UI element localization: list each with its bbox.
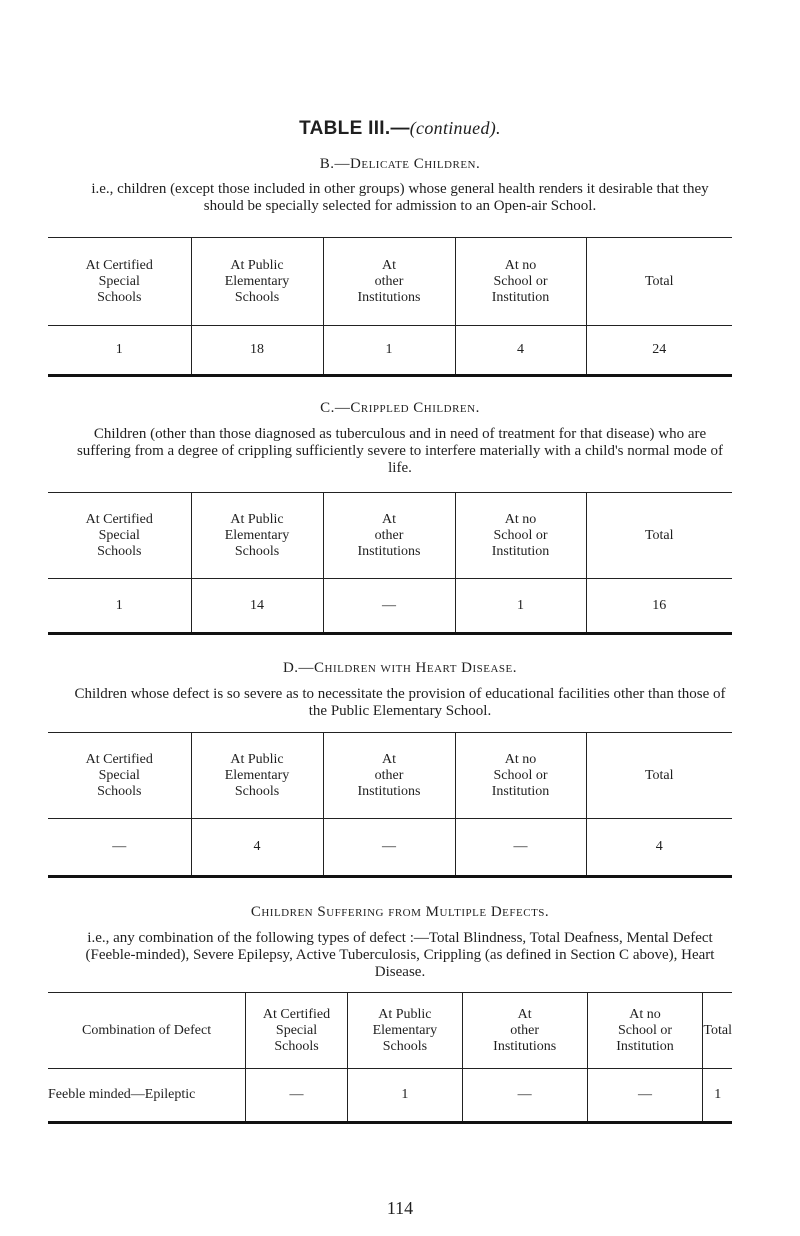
- header-certified: At Certified Special Schools: [246, 993, 348, 1069]
- header-certified: At Certified Special Schools: [48, 733, 191, 819]
- table-cell: —: [48, 819, 191, 877]
- section-c-description: Children (other than those diagnosed as tuberculous and in need of treatment for that disease) who are suffering from a degree of crippling sufficiently severe to interfere materially with a child's normal mode of life.: [76, 426, 724, 476]
- section-d-heading: D.—Children with Heart Disease.: [282, 660, 518, 676]
- table-cell: 4: [191, 819, 323, 877]
- section-b-table: [48, 237, 732, 377]
- table-cell: —: [462, 1069, 587, 1123]
- header-certified: At Certified Special Schools: [48, 238, 191, 326]
- page-number: 114: [386, 1198, 414, 1218]
- section-b-heading: B.—Delicate Children.: [319, 156, 481, 172]
- header-total: Total: [586, 493, 732, 579]
- table-cell: 14: [191, 579, 323, 634]
- table-cell: 1: [703, 1069, 732, 1123]
- table-cell: 1: [455, 579, 586, 634]
- section-d-description: Children whose defect is so severe as to necessitate the provision of educational facilities other than those of the Public Elementary School.: [74, 686, 726, 719]
- header-certified: At Certified Special Schools: [48, 493, 191, 579]
- table-cell: 4: [455, 326, 586, 376]
- table-cell: —: [455, 819, 586, 877]
- header-other: At other Institutions: [323, 238, 455, 326]
- section-multiple-heading: Children Suffering from Multiple Defects.: [250, 904, 550, 920]
- table-cell: 1: [48, 579, 191, 634]
- section-d-table: [48, 732, 732, 878]
- section-multiple-table: [48, 992, 732, 1124]
- page-title: TABLE III.—(continued).: [299, 118, 501, 139]
- section-c-table: [48, 492, 732, 635]
- table-cell: —: [323, 579, 455, 634]
- table-cell: 1: [323, 326, 455, 376]
- header-none: At no School or Institution: [587, 993, 703, 1069]
- header-public: At Public Elementary Schools: [191, 733, 323, 819]
- table-cell: 24: [586, 326, 732, 376]
- header-other: At other Institutions: [462, 993, 587, 1069]
- table-cell: 1: [48, 326, 191, 376]
- header-public: At Public Elementary Schools: [191, 238, 323, 326]
- table-cell: —: [587, 1069, 703, 1123]
- header-other: At other Institutions: [323, 493, 455, 579]
- header-combination: Combination of Defect: [48, 993, 246, 1069]
- header-total: Total: [703, 993, 732, 1069]
- header-none: At no School or Institution: [455, 493, 586, 579]
- table-cell: 4: [586, 819, 732, 877]
- header-none: At no School or Institution: [455, 238, 586, 326]
- table-cell: 18: [191, 326, 323, 376]
- table-cell: 1: [347, 1069, 462, 1123]
- section-multiple-description: i.e., any combination of the following types of defect :—Total Blindness, Total Deafness, Mental Defect (Feeble-minded), Severe Epilepsy, Active Tuberculosis, Crippling (as defined in Section C above), Heart Disease.: [85, 930, 715, 980]
- row-label: Feeble minded—Epileptic: [48, 1069, 246, 1123]
- header-public: At Public Elementary Schools: [191, 493, 323, 579]
- table-cell: —: [323, 819, 455, 877]
- header-other: At other Institutions: [323, 733, 455, 819]
- header-total: Total: [586, 238, 732, 326]
- header-total: Total: [586, 733, 732, 819]
- section-b-description: i.e., children (except those included in other groups) whose general health renders it desirable that they should be specially selected for admission to an Open-air School.: [91, 181, 709, 214]
- section-c-heading: C.—Crippled Children.: [320, 400, 480, 416]
- table-cell: 16: [586, 579, 732, 634]
- header-public: At Public Elementary Schools: [347, 993, 462, 1069]
- header-none: At no School or Institution: [455, 733, 586, 819]
- table-cell: —: [246, 1069, 348, 1123]
